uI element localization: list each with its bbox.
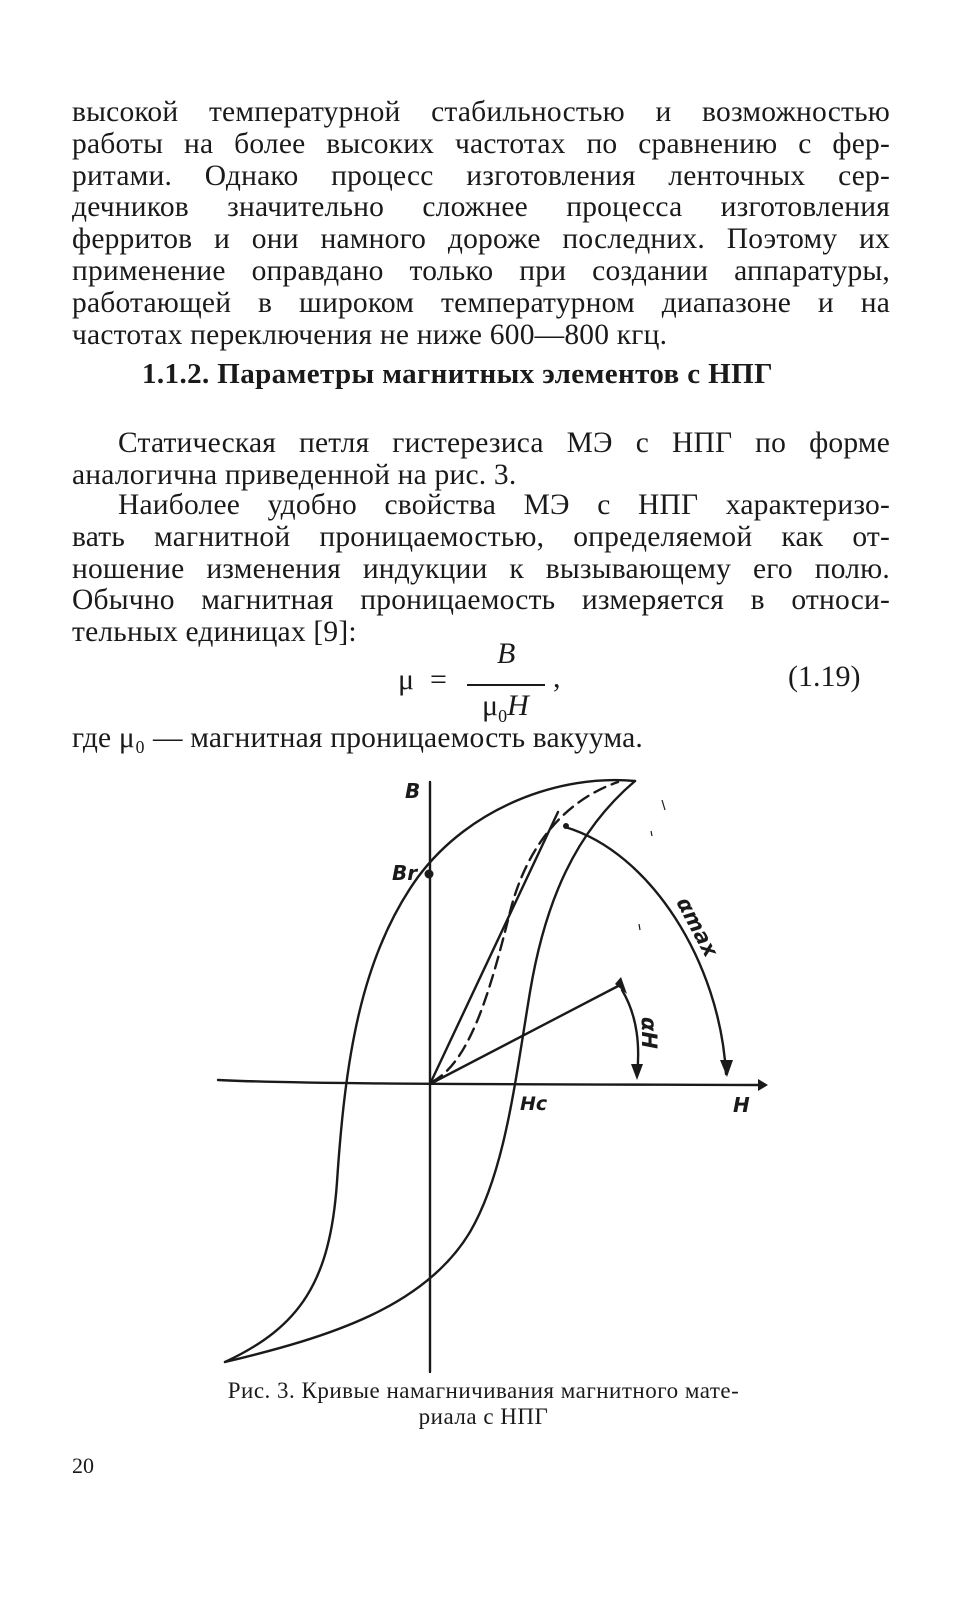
caption-line: Рис. 3. Кривые намагничивания магнитного мате- (227, 1378, 740, 1403)
fraction-bar (467, 684, 545, 686)
stray-mark (651, 831, 652, 836)
page-number: 20 (72, 1453, 94, 1478)
initial-magnetization-curve (432, 782, 618, 1082)
text-line: дечников значительно сложнее процесса изготовления (72, 191, 890, 224)
label-hc: Hc (520, 1093, 548, 1115)
text-line: аналогична приведенной на рис. 3. (72, 458, 517, 491)
label-br: Br (392, 861, 418, 885)
paragraph-vacuum (72, 723, 890, 755)
axis-label-b: B (405, 779, 421, 803)
subscript-zero: 0 (498, 706, 508, 726)
formula-lhs: μ (398, 663, 415, 696)
alpha-h-arrowhead (631, 1064, 643, 1080)
alpha-h-arc (622, 990, 638, 1076)
text-line: работающей в широком температурном диапазоне и на (72, 286, 890, 319)
text-line: где μ₀ — магнитная проницаемость вакуума. (72, 722, 644, 754)
formula-comma: , (553, 661, 561, 694)
stray-mark (639, 924, 640, 930)
text-line: Обычно магнитная проницаемость измеряется в относи- (72, 584, 890, 617)
text-line: ритами. Однако процесс изготовления ленточных сер- (72, 159, 890, 192)
text-line: ношение изменения индукции к вызывающему его полю. (72, 552, 890, 585)
text-line: вать магнитной проницаемостью, определяемой как от- (72, 520, 890, 553)
paragraph-ferrites (72, 97, 890, 351)
tangent-mark (563, 823, 569, 829)
figure-caption (0, 1378, 967, 1430)
formula-equals: = (430, 663, 447, 696)
field-variable: H (507, 689, 529, 722)
mu-symbol: μ (482, 689, 499, 722)
text-line: высокой температурной стабильностью и возможностью (72, 96, 890, 128)
alpha-h-line (430, 984, 622, 1084)
text-line: применение оправдано только при создании аппаратуры, (72, 254, 890, 287)
text-line: частотах переключения не ниже 600—800 кгц. (72, 318, 668, 351)
equation-number: (1.19) (788, 660, 861, 693)
section-heading: 1.1.2. Параметры магнитных элементов с НПГ (142, 358, 773, 390)
text-line: работы на более высоких частотах по сравнению с фер- (72, 127, 890, 160)
paragraph-static-loop (72, 428, 890, 492)
label-alpha-max: αmax (671, 893, 723, 961)
br-point (425, 870, 434, 879)
text-line: Статическая петля гистерезиса МЭ с НПГ по форме (118, 427, 890, 459)
h-axis-arrow (758, 1079, 768, 1091)
h-axis-line (218, 1080, 758, 1085)
hysteresis-figure (0, 762, 967, 1382)
text-line: Наиболее удобно свойства МЭ с НПГ характеризо- (118, 489, 890, 521)
stray-mark (662, 800, 665, 810)
label-alpha-h: αH (637, 1017, 661, 1050)
caption-line: риала с НПГ (418, 1404, 549, 1429)
text-line: тельных единицах [9]: (72, 616, 357, 649)
formula-1-19 (0, 635, 967, 725)
formula-numerator: B (497, 637, 516, 670)
alpha-max-arrowhead (720, 1060, 733, 1077)
axis-label-h: H (733, 1093, 750, 1117)
text-line: ферритов и они намного дороже последних. Поэтому их (72, 223, 890, 256)
paragraph-permeability (72, 490, 890, 649)
